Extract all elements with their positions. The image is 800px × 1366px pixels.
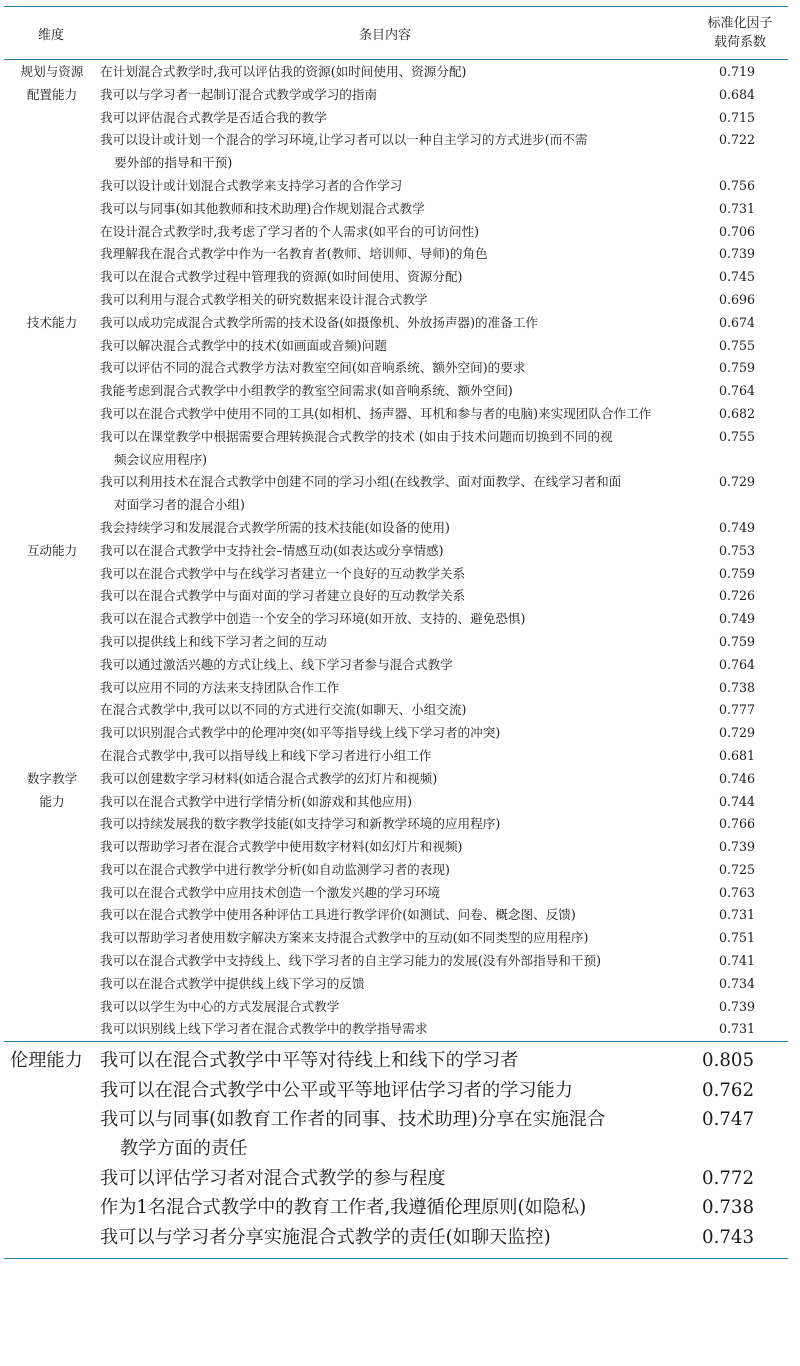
row-loading-value: 0.759 [718, 565, 756, 581]
row-dimension [4, 1164, 100, 1193]
row-loading-value: 0.715 [718, 109, 756, 125]
row-content [100, 357, 692, 380]
row-content [100, 677, 692, 700]
row-content [100, 836, 692, 859]
row-text: 我能考虑到混合式教学中小组教学的教室空间需求(如音响系统、额外空间) [100, 383, 513, 399]
row-content [100, 266, 692, 289]
row-content [100, 84, 692, 107]
table-row [4, 677, 788, 700]
row-dimension [4, 859, 100, 882]
row-loading-value: 0.766 [718, 816, 756, 832]
row-content [100, 631, 692, 654]
row-dimension [4, 950, 100, 973]
row-loading-value: 0.729 [718, 725, 756, 741]
table-row [4, 813, 788, 836]
table-row [4, 996, 788, 1019]
row-text: 我可以利用与混合式教学相关的研究数据来设计混合式教学 [100, 291, 428, 307]
row-dimension [4, 471, 100, 517]
row-content [100, 471, 692, 517]
table-row [4, 699, 788, 722]
row-dimension [4, 403, 100, 426]
row-loading-value: 0.762 [702, 1079, 755, 1101]
row-text: 我可以在混合式教学中支持社会–情感互动(如表达或分享情感) [100, 542, 444, 558]
row-dimension [4, 221, 100, 244]
table-bottom-rule [4, 1258, 788, 1259]
row-loading-value: 0.696 [718, 291, 756, 307]
row-dimension [4, 631, 100, 654]
row-content [100, 563, 692, 586]
row-loading-value: 0.749 [718, 519, 756, 535]
row-loading-value: 0.755 [718, 337, 756, 353]
row-content [100, 585, 692, 608]
row-content [100, 221, 692, 244]
row-text: 在计划混合式教学时,我可以评估我的资源(如时间使用、资源分配) [100, 64, 467, 79]
row-content [100, 1046, 698, 1075]
row-content [100, 540, 692, 563]
row-text: 我可以持续发展我的数字教学技能(如支持学习和新教学环境的应用程序) [100, 816, 501, 832]
row-text: 我可以在混合式教学中支持线上、线下学习者的自主学习能力的发展(没有外部指导和干预) [100, 953, 601, 969]
row-dimension [4, 745, 100, 768]
row-dimension: 互动能力 [26, 542, 78, 558]
row-loading-value: 0.772 [702, 1167, 755, 1189]
row-dimension: 技术能力 [26, 314, 78, 330]
table-row [4, 312, 788, 335]
row-dimension [4, 107, 100, 130]
row-text: 我可以设计或计划一个混合的学习环境,让学习者可以以一种自主学习的方式进步(而不需 [100, 132, 588, 148]
row-loading-value: 0.751 [718, 930, 756, 946]
row-text: 我可以评估不同的混合式教学方法对教室空间(如音响系统、额外空间)的要求 [100, 360, 526, 376]
row-text: 我可以帮助学习者使用数字解决方案来支持混合式教学中的互动(如不同类型的应用程序) [100, 930, 589, 946]
row-content [100, 312, 692, 335]
row-content [100, 768, 692, 791]
row-text: 我可以通过激活兴趣的方式让线上、线下学习者参与混合式教学 [100, 656, 453, 672]
table-row [4, 1193, 788, 1222]
row-dimension [4, 699, 100, 722]
row-dimension [4, 904, 100, 927]
row-content [100, 904, 692, 927]
table-row [4, 1105, 788, 1164]
table-body [4, 60, 788, 1041]
table-row [4, 768, 788, 791]
row-dimension [4, 1018, 100, 1041]
row-dimension [4, 836, 100, 859]
row-loading-value: 0.759 [718, 633, 756, 649]
table-row [4, 1076, 788, 1105]
row-text: 在混合式教学中,我可以以不同的方式进行交流(如聊天、小组交流) [100, 702, 467, 718]
row-text: 我可以在混合式教学中平等对待线上和线下的学习者 [100, 1050, 519, 1072]
row-loading-value: 0.738 [702, 1197, 755, 1219]
table-header [4, 7, 788, 59]
row-content [100, 289, 692, 312]
row-text: 我可以在混合式教学中公平或平等地评估学习者的学习能力 [100, 1079, 573, 1101]
row-loading-value: 0.719 [718, 64, 756, 79]
row-text: 我可以在混合式教学中进行教学分析(如自动监测学习者的表现) [100, 861, 450, 877]
table-row [4, 107, 788, 130]
row-loading-value: 0.726 [718, 588, 756, 604]
header-loading-line2: 载荷系数 [713, 35, 766, 50]
row-text: 我可以评估学习者对混合式教学的参与程度 [100, 1167, 446, 1189]
row-text-continued: 频会议应用程序) [114, 451, 208, 467]
row-text: 我可以利用技术在混合式教学中创建不同的学习小组(在线教学、面对面教学、在线学习者和面 [100, 474, 622, 490]
row-dimension [4, 517, 100, 540]
row-text: 我可以创建数字学习材料(如适合混合式教学的幻灯片和视频) [100, 770, 438, 786]
row-loading-value: 0.743 [702, 1226, 755, 1248]
row-loading-value: 0.731 [718, 200, 756, 216]
row-loading-value: 0.741 [718, 953, 756, 969]
row-text: 我可以在混合式教学过程中管理我的资源(如时间使用、资源分配) [100, 269, 463, 285]
table-row [4, 243, 788, 266]
table-row [4, 471, 788, 517]
table-row [4, 426, 788, 472]
row-dimension: 数字教学 [26, 770, 78, 786]
row-text: 我可以设计或计划混合式教学来支持学习者的合作学习 [100, 177, 403, 193]
table-row [4, 1046, 788, 1075]
table-row [4, 973, 788, 996]
row-text: 我可以与同事(如其他教师和技术助理)合作规划混合式教学 [100, 200, 425, 216]
row-loading-value: 0.755 [718, 428, 756, 444]
row-dimension [4, 927, 100, 950]
table-row [4, 904, 788, 927]
table-row [4, 540, 788, 563]
header-loading-line1: 标准化因子 [707, 16, 773, 31]
row-loading-value: 0.738 [718, 679, 756, 695]
row-loading-value: 0.681 [718, 747, 756, 763]
table-row [4, 882, 788, 905]
table-row [4, 585, 788, 608]
row-content [100, 722, 692, 745]
row-text: 我可以识别混合式教学中的伦理冲突(如平等指导线上线下学习者的冲突) [100, 725, 501, 741]
row-dimension [4, 289, 100, 312]
row-content [100, 517, 692, 540]
row-text: 我可以在混合式教学中与面对面的学习者建立良好的互动教学关系 [100, 588, 466, 604]
row-dimension [4, 175, 100, 198]
row-loading-value: 0.763 [718, 884, 756, 900]
row-loading-value: 0.777 [718, 702, 756, 718]
header-loading [692, 14, 788, 52]
row-dimension [4, 882, 100, 905]
table-row [4, 563, 788, 586]
header-content: 条目内容 [358, 27, 411, 43]
row-text: 我可以在混合式教学中创造一个安全的学习环境(如开放、支持的、避免恐惧) [100, 611, 526, 627]
row-loading-value: 0.734 [718, 975, 756, 991]
row-dimension [4, 426, 100, 472]
row-content [100, 1193, 698, 1222]
row-dimension [4, 996, 100, 1019]
row-text-continued: 要外部的指导和干预) [114, 155, 233, 171]
row-dimension: 规划与资源 [20, 64, 84, 79]
row-text: 我理解我在混合式教学中作为一名教育者(教师、培训师、导师)的角色 [100, 246, 488, 262]
row-text: 我可以在混合式教学中进行学情分析(如游戏和其他应用) [100, 793, 413, 809]
row-content [100, 813, 692, 836]
row-content [100, 1018, 692, 1041]
table-row [4, 927, 788, 950]
row-text: 我可以提供线上和线下学习者之间的互动 [100, 633, 327, 649]
row-text: 我可以与学习者分享实施混合式教学的责任(如聊天监控) [100, 1226, 551, 1248]
row-loading-value: 0.805 [702, 1050, 755, 1072]
row-text: 我可以与同事(如教育工作者的同事、技术助理)分享在实施混合 [100, 1109, 606, 1131]
row-text: 我可以成功完成混合式教学所需的技术设备(如摄像机、外放扬声器)的准备工作 [100, 314, 539, 330]
row-text: 我可以以学生为中心的方式发展混合式教学 [100, 998, 340, 1014]
row-content [100, 380, 692, 403]
row-loading-value: 0.739 [718, 246, 756, 262]
row-text: 我可以解决混合式教学中的技术(如画面或音频)问题 [100, 337, 387, 353]
row-dimension [4, 243, 100, 266]
row-dimension [4, 677, 100, 700]
row-loading-value: 0.731 [718, 907, 756, 923]
table-row [4, 84, 788, 107]
row-loading-value: 0.739 [718, 998, 756, 1014]
row-text: 我可以在混合式教学中与在线学习者建立一个良好的互动教学关系 [100, 565, 466, 581]
row-loading-value: 0.753 [718, 542, 756, 558]
row-dimension [4, 357, 100, 380]
table-row [4, 175, 788, 198]
row-text: 作为1名混合式教学中的教育工作者,我遵循伦理原则(如隐私) [100, 1197, 587, 1219]
row-text: 我可以评估混合式教学是否适合我的教学 [100, 109, 327, 125]
row-loading-value: 0.747 [702, 1109, 755, 1131]
row-loading-value: 0.731 [718, 1021, 756, 1037]
row-dimension [4, 608, 100, 631]
table-row [4, 221, 788, 244]
row-loading-value: 0.684 [718, 86, 756, 102]
row-text: 我会持续学习和发展混合式教学所需的技术技能(如设备的使用) [100, 519, 450, 535]
row-content [100, 791, 692, 814]
row-content [100, 859, 692, 882]
table-row [4, 380, 788, 403]
row-content [100, 61, 692, 84]
row-loading-value: 0.739 [718, 839, 756, 855]
row-content [100, 996, 692, 1019]
row-text: 我可以在混合式教学中使用各种评估工具进行教学评价(如测试、问卷、概念图、反馈) [100, 907, 576, 923]
row-loading-value: 0.674 [718, 314, 756, 330]
row-dimension [4, 1193, 100, 1222]
row-dimension [4, 654, 100, 677]
row-loading-value: 0.722 [718, 132, 756, 148]
row-content [100, 654, 692, 677]
row-dimension [4, 198, 100, 221]
table-row [4, 517, 788, 540]
table-row [4, 745, 788, 768]
row-content [100, 699, 692, 722]
row-text-continued: 教学方面的责任 [120, 1138, 248, 1160]
table-row [4, 403, 788, 426]
row-dimension: 能力 [39, 793, 65, 809]
row-dimension [4, 1105, 100, 1164]
table-row [4, 129, 788, 175]
table-row [4, 859, 788, 882]
row-content [100, 745, 692, 768]
row-text: 在设计混合式教学时,我考虑了学习者的个人需求(如平台的可访问性) [100, 223, 480, 239]
row-content [100, 927, 692, 950]
row-loading-value: 0.745 [718, 269, 756, 285]
row-dimension [4, 1223, 100, 1252]
row-dimension [4, 380, 100, 403]
row-text: 我可以帮助学习者在混合式教学中使用数字材料(如幻灯片和视频) [100, 839, 463, 855]
table-row [4, 1223, 788, 1252]
table-row [4, 654, 788, 677]
row-text: 我可以在混合式教学中提供线上线下学习的反馈 [100, 975, 365, 991]
row-loading-value: 0.682 [718, 405, 756, 421]
row-loading-value: 0.746 [718, 770, 756, 786]
row-loading-value: 0.725 [718, 861, 756, 877]
row-content [100, 1223, 698, 1252]
row-content [100, 175, 692, 198]
row-text: 我可以在课堂教学中根据需要合理转换混合式教学的技术 (如由于技术问题而切换到不同的视 [100, 428, 613, 444]
row-content [100, 882, 692, 905]
row-content [100, 426, 692, 472]
row-text: 在混合式教学中,我可以指导线上和线下学习者进行小组工作 [100, 747, 432, 763]
row-content [100, 403, 692, 426]
row-loading-value: 0.759 [718, 360, 756, 376]
table-row [4, 1164, 788, 1193]
row-loading-value: 0.764 [718, 656, 756, 672]
table-row [4, 950, 788, 973]
table-row [4, 61, 788, 84]
table-row [4, 266, 788, 289]
row-text: 我可以在混合式教学中使用不同的工具(如相机、扬声器、耳机和参与者的电脑)来实现团队合作工作 [100, 405, 652, 421]
row-text-continued: 对面学习者的混合小组) [114, 497, 245, 513]
table-row [4, 198, 788, 221]
row-text: 我可以在混合式教学中应用技术创造一个激发兴趣的学习环境 [100, 884, 441, 900]
row-dimension [4, 973, 100, 996]
table-row [4, 289, 788, 312]
table-row [4, 791, 788, 814]
table-row [4, 357, 788, 380]
factor-loading-table [4, 6, 788, 1259]
row-content [100, 107, 692, 130]
row-dimension [4, 1076, 100, 1105]
row-dimension [4, 585, 100, 608]
row-content [100, 243, 692, 266]
row-dimension: 伦理能力 [10, 1050, 83, 1072]
row-dimension [4, 129, 100, 175]
row-dimension: 配置能力 [26, 86, 78, 102]
row-loading-value: 0.744 [718, 793, 756, 809]
row-content [100, 950, 692, 973]
row-loading-value: 0.756 [718, 177, 756, 193]
row-text: 我可以识别线上线下学习者在混合式教学中的教学指导需求 [100, 1021, 428, 1037]
table-ethics-section [4, 1042, 788, 1258]
row-loading-value: 0.729 [718, 474, 756, 490]
table-row [4, 608, 788, 631]
row-dimension [4, 722, 100, 745]
header-dimension: 维度 [37, 27, 64, 43]
row-content [100, 198, 692, 221]
table-row [4, 631, 788, 654]
row-content [100, 1164, 698, 1193]
row-dimension [4, 563, 100, 586]
table-row [4, 836, 788, 859]
row-loading-value: 0.764 [718, 383, 756, 399]
row-content [100, 608, 692, 631]
row-dimension [4, 813, 100, 836]
row-loading-value: 0.749 [718, 611, 756, 627]
row-dimension [4, 266, 100, 289]
row-loading-value: 0.706 [718, 223, 756, 239]
table-row [4, 722, 788, 745]
row-content [100, 129, 692, 175]
row-dimension [4, 335, 100, 358]
row-text: 我可以与学习者一起制订混合式教学或学习的指南 [100, 86, 378, 102]
row-content [100, 1105, 698, 1164]
row-content [100, 1076, 698, 1105]
row-text: 我可以应用不同的方法来支持团队合作工作 [100, 679, 340, 695]
table-row [4, 335, 788, 358]
table-row [4, 1018, 788, 1041]
row-content [100, 973, 692, 996]
row-content [100, 335, 692, 358]
